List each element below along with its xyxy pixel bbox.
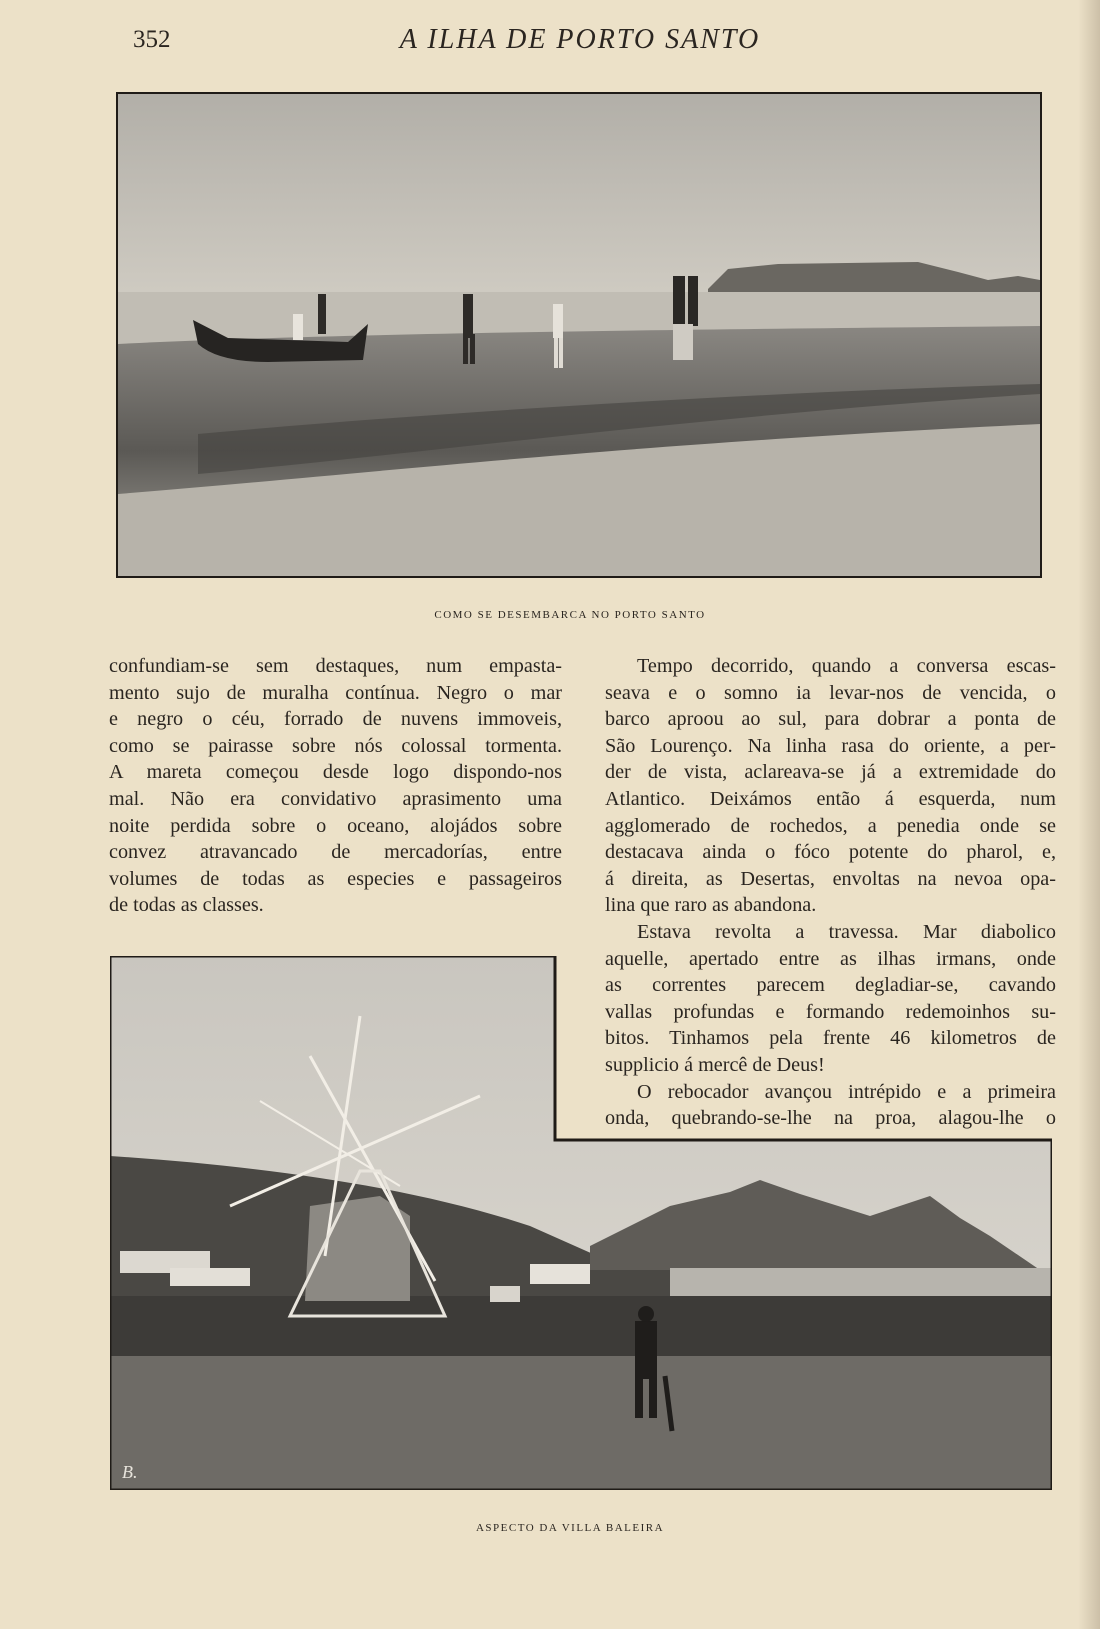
text-line: lina que raro as abandona. (605, 894, 817, 917)
text-line: á direita, as Desertas, envoltas na nevoa opa- (605, 867, 1056, 890)
text-line: como se pairasse sobre nós colossal tormenta. (109, 734, 562, 757)
text-line: confundiam-se sem destaques, num empasta- (109, 655, 562, 677)
text-line: destacava ainda o fóco potente do pharol, e, (605, 841, 1056, 864)
text-line: mento sujo de muralha contínua. Negro o mar (109, 681, 562, 704)
photo-landing-beach (116, 92, 1042, 578)
text-line: de todas as classes. (109, 894, 264, 917)
text-line: Atlantico. Deixámos então á esquerda, num (605, 787, 1056, 810)
text-line: as correntes parecem degladiar-se, cavando (605, 974, 1056, 997)
caption-bottom-photo: ASPECTO DA VILLA BALEIRA (475, 1522, 665, 1534)
caption-top-photo: COMO SE DESEMBARCA NO PORTO SANTO (434, 609, 706, 621)
text-line: der de vista, aclareava-se já a extremidade do (605, 761, 1056, 784)
beach-landing-image (118, 94, 1040, 576)
text-line: agglomerado de rochedos, a penedia onde se (605, 814, 1056, 837)
text-line: São Lourenço. Na linha rasa do oriente, a per- (605, 734, 1056, 757)
text-line: mal. Não era convidativo aprasimento uma (109, 787, 562, 810)
text-line: convez atravancado de mercadorías, entre (109, 841, 562, 864)
text-line: vallas profundas e formando redemoinhos su- (605, 1000, 1056, 1023)
windmill-village-image (110, 956, 1052, 1490)
text-line: volumes de todas as especies e passageiros (109, 867, 562, 890)
text-line: supplicio á mercê de Deus! (605, 1053, 825, 1076)
text-line: e negro o céu, forrado de nuvens immoveis, (109, 708, 562, 731)
text-line: noite perdida sobre o oceano, alojádos sobre (109, 814, 562, 837)
text-line: barco aproou ao sul, para dobrar a ponta de (605, 708, 1056, 731)
photo-villa-baleira (110, 956, 1052, 1490)
left-column (109, 653, 562, 919)
text-line: Estava revolta a travessa. Mar diabolico (637, 920, 1056, 943)
page-number: 352 (133, 26, 171, 53)
text-line: onda, quebrando-se-lhe na proa, alagou-lhe o (605, 1107, 1056, 1130)
page-edge-shadow (1078, 0, 1100, 1629)
text-line: aquelle, apertado entre as ilhas irmans, onde (605, 947, 1056, 970)
text-line: A mareta começou desde logo dispondo-nos (109, 761, 562, 784)
text-line: O rebocador avançou intrépido e a primeira (637, 1080, 1056, 1103)
photo-signature: B. (122, 1462, 138, 1482)
text-line: bitos. Tinhamos pela frente 46 kilometros de (605, 1027, 1056, 1050)
text-line: Tempo decorrido, quando a conversa escas- (637, 655, 1056, 677)
running-title: A ILHA DE PORTO SANTO (399, 24, 761, 55)
text-line: seava e o somno ia levar-nos de vencida, o (605, 681, 1056, 704)
